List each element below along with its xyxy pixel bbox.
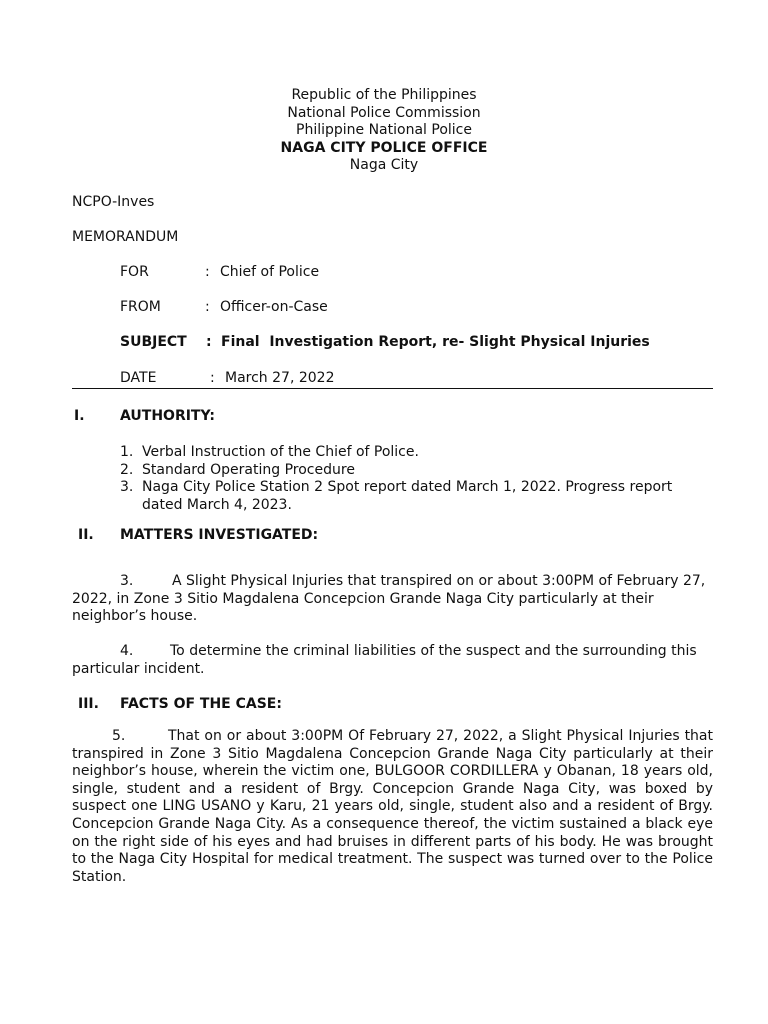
memo-for-value: Chief of Police: [220, 264, 320, 280]
memo-subject-row: [0, 334, 768, 352]
memo-subject-label: SUBJECT: [120, 334, 187, 350]
memo-divider: [72, 388, 713, 389]
memo-for-label: FOR: [120, 264, 149, 280]
memo-date-colon: :: [210, 370, 215, 386]
authority-list: [120, 444, 716, 514]
list-item-number: 1.: [120, 444, 134, 460]
memo-from-row: [0, 299, 768, 317]
section-i-numeral: I.: [74, 408, 85, 424]
paragraph-text: That on or about 3:00PM Of February 27, 2022, a Slight Physical Injuries that transpired in Zone 3 Sitio Magdalena Concepcion Grande Naga City particularly at their neighbor’s house, wherein the victim one, BULGOOR CORDILLERA y Obanan, 18 years old, single, student and a resident of Brgy. Concepcion Grande Naga City, was boxed by suspect one LING USANO y Karu, 21 years old, single, student also and a resident of Brgy. Concepcion Grande Naga City. As a consequence thereof, the victim sustained a black eye on the right side of his eyes and had bruises in different parts of his body. He was brought to the Naga City Hospital for medical treatment. The suspect was turned over to the Police Station.: [72, 728, 713, 885]
memo-subject-colon: :: [206, 334, 212, 350]
list-item-text: Standard Operating Procedure: [142, 461, 355, 478]
section-ii-title: MATTERS INVESTIGATED:: [120, 527, 319, 543]
matters-paragraph-3: [72, 573, 713, 626]
memo-date-row: [0, 370, 768, 388]
list-item: [120, 444, 716, 462]
paragraph-number: 3.: [120, 573, 134, 589]
letterhead-office: NAGA CITY POLICE OFFICE: [280, 139, 488, 156]
paragraph-text: To determine the criminal liabilities of the suspect and the surrounding this particular incident.: [72, 643, 697, 677]
section-i-title: AUTHORITY:: [120, 408, 215, 424]
memo-title: MEMORANDUM: [72, 229, 179, 245]
letterhead-commission: National Police Commission: [287, 104, 481, 121]
list-item: [120, 479, 716, 514]
list-item-text: Naga City Police Station 2 Spot report dated March 1, 2022. Progress report dated March 4, 2023.: [142, 479, 673, 513]
memo-date-label: DATE: [120, 370, 157, 386]
memo-from-label: FROM: [120, 299, 161, 315]
section-iii-numeral: III.: [78, 696, 99, 712]
letterhead-city: Naga City: [349, 157, 419, 174]
letterhead-republic: Republic of the Philippines: [291, 87, 477, 103]
paragraph-text: A Slight Physical Injuries that transpired on or about 3:00PM of February 27, 2022, in Zone 3 Sitio Magdalena Concepcion Grande Naga City particularly at their neighbor’s house.: [72, 573, 706, 625]
section-iii-title: FACTS OF THE CASE:: [120, 696, 282, 712]
paragraph-number: 4.: [120, 643, 134, 659]
facts-paragraph-5: [72, 728, 713, 886]
memo-date-value: March 27, 2022: [225, 370, 335, 386]
letterhead-pnp: Philippine National Police: [296, 122, 472, 139]
memo-for-row: [0, 264, 768, 282]
paragraph-number: 5.: [112, 728, 126, 744]
memo-for-colon: :: [205, 264, 210, 280]
reference-code: NCPO-Inves: [72, 194, 155, 210]
memo-subject-value: Final Investigation Report, re- Slight Physical Injuries: [221, 334, 650, 350]
section-ii-numeral: II.: [78, 527, 94, 543]
memo-from-value: Officer-on-Case: [220, 299, 328, 315]
matters-paragraph-4: [72, 643, 713, 678]
list-item-number: 3.: [120, 479, 134, 496]
list-item-text: Verbal Instruction of the Chief of Police.: [142, 444, 419, 460]
letterhead: [0, 87, 768, 175]
list-item: [120, 462, 716, 480]
memo-from-colon: :: [205, 299, 210, 315]
list-item-number: 2.: [120, 461, 134, 478]
